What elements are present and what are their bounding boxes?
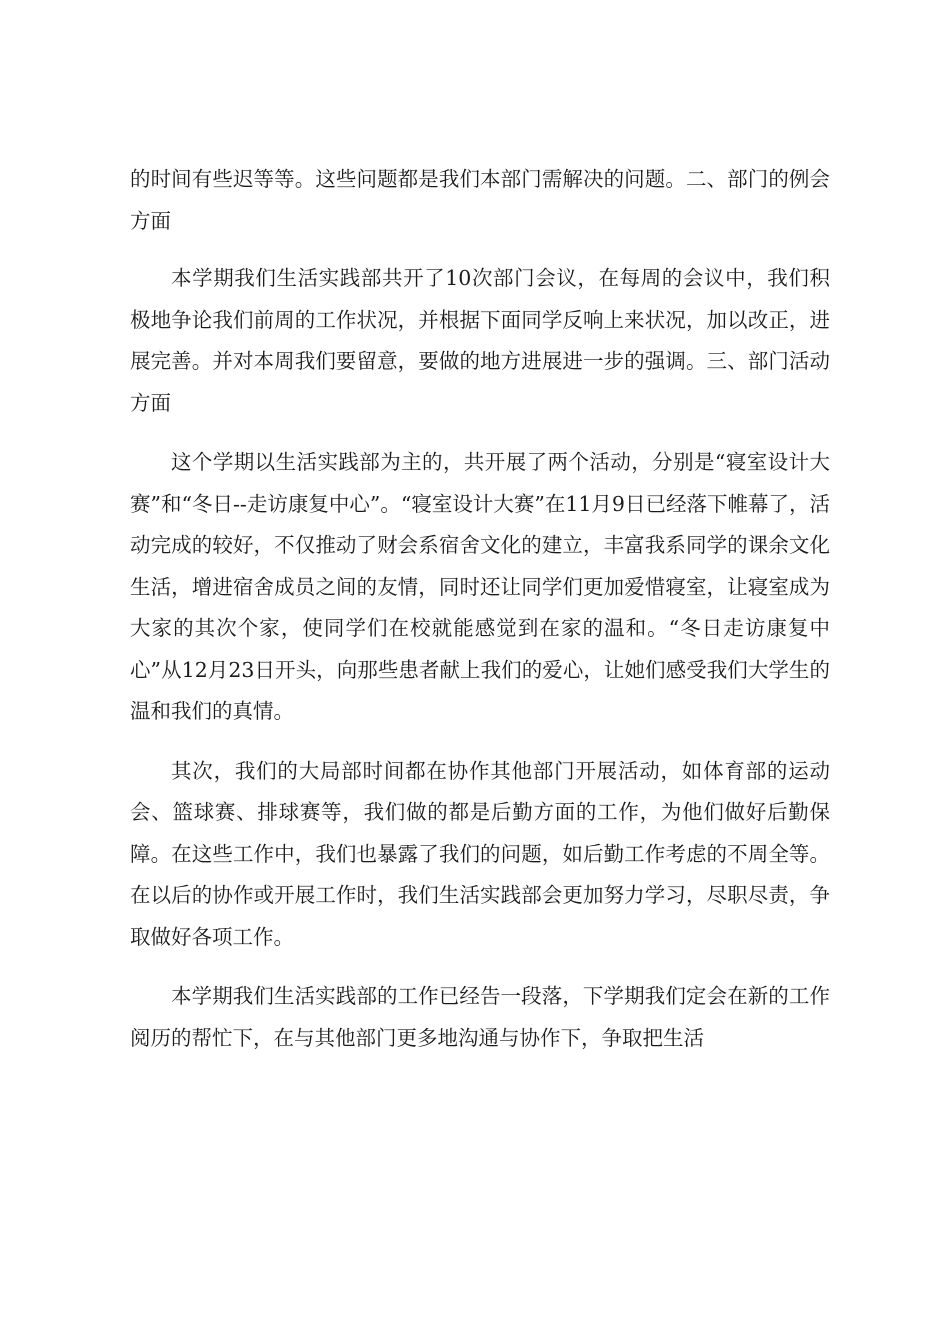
paragraph-meetings: 本学期我们生活实践部共开了10次部门会议，在每周的会议中，我们积极地争论我们前周的工作状况，并根据下面同学反响上来状况，加以改正，进展完善。并对本周我们要留意，要做的地方进展进一步的强调。三、部门活动方面 bbox=[130, 266, 830, 415]
paragraph-continuation: 的时间有些迟等等。这些问题都是我们本部门需解决的问题。二、部门的例会方面 bbox=[130, 167, 830, 233]
paragraph-cooperation: 其次，我们的大局部时间都在协作其他部门开展活动，如体育部的运动会、篮球赛、排球赛等，我们做的都是后勤方面的工作，为他们做好后勤保障。在这些工作中，我们也暴露了我们的问题，如后勤工作考虑的不周全等。在以后的协作或开展工作时，我们生活实践部会更加努力学习，尽职尽责，争取做好各项工作。 bbox=[130, 758, 830, 949]
document-body bbox=[130, 159, 830, 1077]
paragraph-activities: 这个学期以生活实践部为主的，共开展了两个活动，分别是“寝室设计大赛”和“冬日--走访康复中心”。“寝室设计大赛”在11月9日已经落下帷幕了，活动完成的较好，不仅推动了财会系宿舍文化的建立，丰富我系同学的课余文化生活，增进宿舍成员之间的友情，同时还让同学们更加爱惜寝室，让寝室成为大家的其次个家，使同学们在校就能感觉到在家的温和。“冬日走访康复中心”从12月23日开头，向那些患者献上我们的爱心，让她们感受我们大学生的温和我们的真情。 bbox=[130, 450, 830, 723]
paragraph-conclusion: 本学期我们生活实践部的工作已经告一段落，下学期我们定会在新的工作阅历的帮忙下，在与其他部门更多地沟通与协作下，争取把生活 bbox=[130, 984, 830, 1050]
